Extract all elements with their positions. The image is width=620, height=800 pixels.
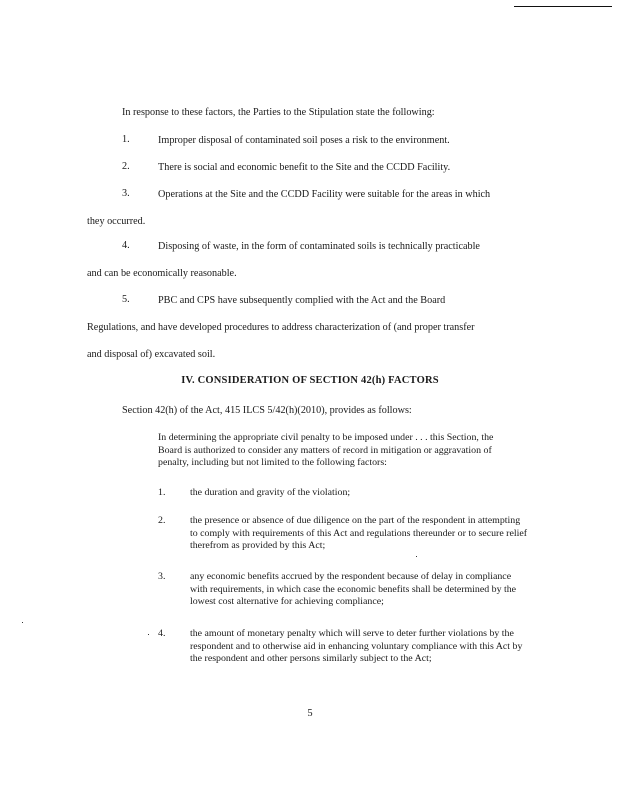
item-4-number: 4. bbox=[122, 240, 130, 251]
scan-speck bbox=[22, 622, 23, 623]
item-4-text: Disposing of waste, in the form of contaminated soils is technically practicable bbox=[158, 241, 480, 252]
item-3-text: Operations at the Site and the CCDD Facility were suitable for the areas in which bbox=[158, 189, 491, 200]
item-4-continuation: and can be economically reasonable. bbox=[87, 268, 237, 279]
item-5-continuation: Regulations, and have developed procedures to address characterization of (and proper transfer bbox=[87, 322, 475, 333]
section-heading: IV. CONSIDERATION OF SECTION 42(h) FACTORS bbox=[181, 375, 439, 386]
factor-1-text: the duration and gravity of the violation; bbox=[190, 487, 351, 498]
factor-3-number: 3. bbox=[158, 571, 166, 582]
item-3-continuation: they occurred. bbox=[87, 216, 146, 227]
item-2-number: 2. bbox=[122, 161, 130, 172]
quote-intro: In determining the appropriate civil penalty to be imposed under . . . this Section, the Board is authorized to consider any matters of record in mitigation or aggravation of penalty, including but not limited to the following factors: bbox=[158, 432, 494, 469]
header-rule bbox=[514, 6, 612, 7]
factor-2-text: the presence or absence of due diligence on the part of the respondent in attempting to comply with requirements of this Act and regulations thereunder or to secure relief therefrom as provided by this Act; bbox=[190, 515, 528, 552]
item-5-number: 5. bbox=[122, 294, 130, 305]
item-2-text: There is social and economic benefit to the Site and the CCDD Facility. bbox=[158, 162, 451, 173]
factor-4-text: the amount of monetary penalty which will serve to deter further violations by the respondent and to otherwise aid in enhancing voluntary compliance with this Act by the respondent and other persons similarly subject to the Act; bbox=[190, 628, 523, 665]
scan-speck bbox=[148, 634, 149, 635]
factor-1-number: 1. bbox=[158, 487, 166, 498]
item-1-text: Improper disposal of contaminated soil poses a risk to the environment. bbox=[158, 135, 450, 146]
scan-speck bbox=[416, 556, 417, 557]
item-5-continuation-2: and disposal of) excavated soil. bbox=[87, 349, 216, 360]
page-number: 5 bbox=[307, 708, 313, 719]
factor-2-number: 2. bbox=[158, 515, 166, 526]
factor-3-text: any economic benefits accrued by the respondent because of delay in compliance with requirements, in which case the economic benefits shall be determined by the lowest cost alternative for achieving compliance; bbox=[190, 571, 517, 608]
factor-4-number: 4. bbox=[158, 628, 166, 639]
intro-paragraph: In response to these factors, the Parties to the Stipulation state the following: bbox=[122, 107, 435, 118]
item-1-number: 1. bbox=[122, 134, 130, 145]
item-5-text: PBC and CPS have subsequently complied with the Act and the Board bbox=[158, 295, 446, 306]
item-3-number: 3. bbox=[122, 188, 130, 199]
section-intro: Section 42(h) of the Act, 415 ILCS 5/42(h)(2010), provides as follows: bbox=[122, 405, 412, 416]
